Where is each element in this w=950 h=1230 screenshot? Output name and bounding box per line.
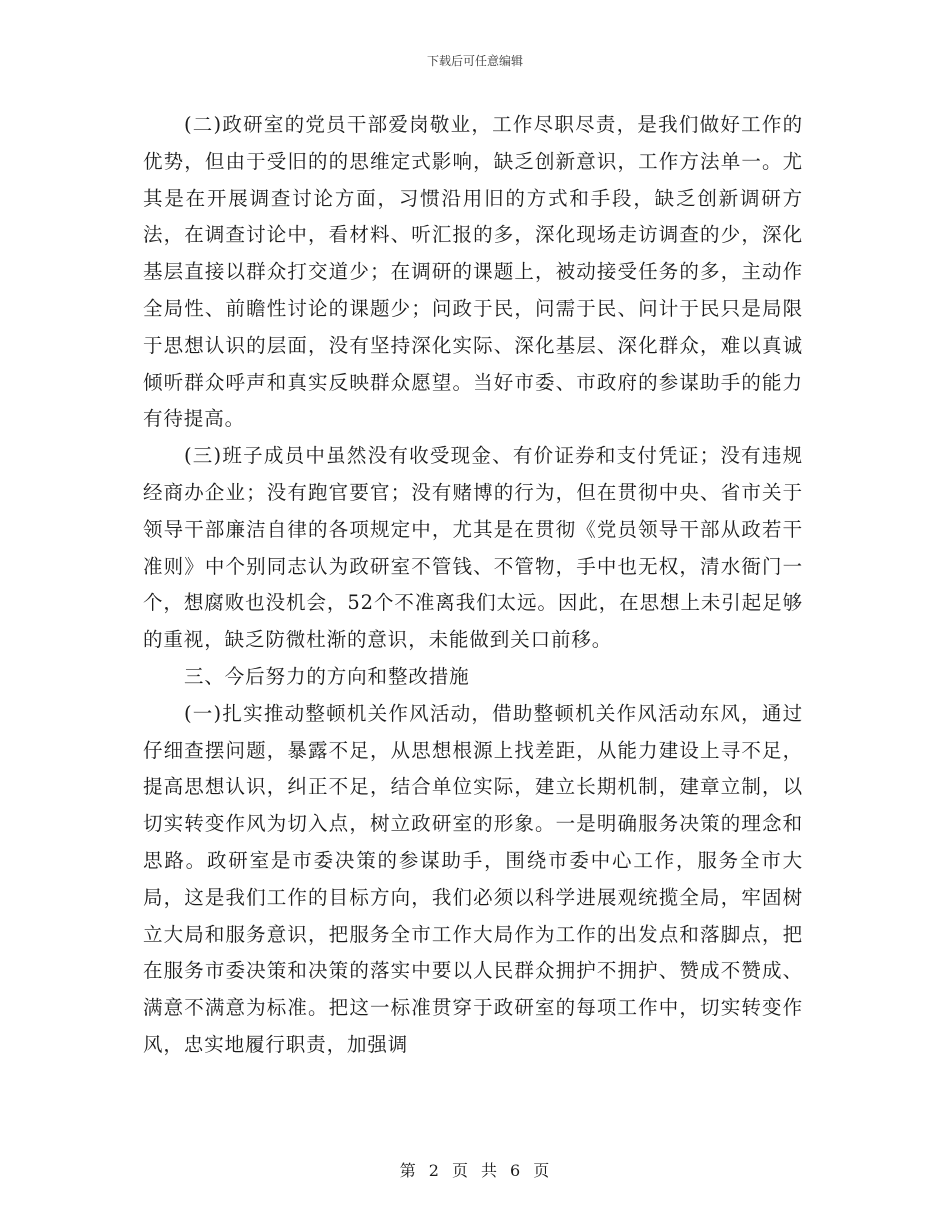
footer-total-pages: 6 (510, 1161, 522, 1180)
document-body (143, 107, 803, 1064)
paragraph-measures-1: (一)扎实推动整顿机关作风活动，借助整顿机关作风活动东风，通过仔细查摆问题，暴露不足，从思想根源上找差距，从能力建设上寻不足，提高思想认识，纠正不足，结合单位实际，建立长期机制，建章立制，以切实转变作风为切入点，树立政研室的形象。一是明确服务决策的理念和思路。政研室是市委决策的参谋助手，围绕市委中心工作，服务全市大局，这是我们工作的目标方向，我们必须以科学进展观统揽全局，牢固树立大局和服务意识，把服务全市工作大局作为工作的出发点和落脚点，把在服务市委决策和决策的落实中要以人民群众拥护不拥护、赞成不赞成、满意不满意为标准。把这一标准贯穿于政研室的每项工作中，切实转变作风，忠实地履行职责，加强调 (143, 701, 803, 1056)
footer-current-page: 2 (428, 1161, 440, 1180)
paragraph-3: (三)班子成员中虽然没有收受现金、有价证券和支付凭证；没有违规经商办企业；没有跑官要官；没有赌博的行为，但在贯彻中央、省市关于领导干部廉洁自律的各项规定中，尤其是在贯彻《党员领导干部从政若干准则》中个别同志认为政研室不管钱、不管物，手中也无权，清水衙门一个，想腐败也没机会，52个不准离我们太远。因此，在思想上未引起足够的重视，缺乏防微杜渐的意识，未能做到关口前移。 (143, 444, 803, 652)
footer-label-ye: 页 (451, 1161, 469, 1180)
section-heading: 三、今后努力的方向和整改措施 (183, 664, 470, 688)
paragraph-2: (二)政研室的党员干部爱岗敬业，工作尽职尽责，是我们做好工作的优势，但由于受旧的的思维定式影响，缺乏创新意识，工作方法单一。尤其是在开展调查讨论方面，习惯沿用旧的方式和手段，缺乏创新调研方法，在调查讨论中，看材料、听汇报的多，深化现场走访调查的少，深化基层直接以群众打交道少；在调研的课题上，被动接受任务的多，主动作全局性、前瞻性讨论的课题少；问政于民，问需于民、问计于民只是局限于思想认识的层面，没有坚持深化实际、深化基层、深化群众，难以真诚倾听群众呼声和真实反映群众愿望。当好市委、市政府的参谋助手的能力有待提高。 (143, 113, 803, 431)
footer-label-ye2: 页 (533, 1161, 551, 1180)
page-footer (0, 1158, 950, 1181)
page-header: 下载后可任意编辑 (426, 54, 523, 68)
footer-label-page: 第 (399, 1161, 417, 1180)
footer-label-total: 共 (481, 1161, 499, 1180)
